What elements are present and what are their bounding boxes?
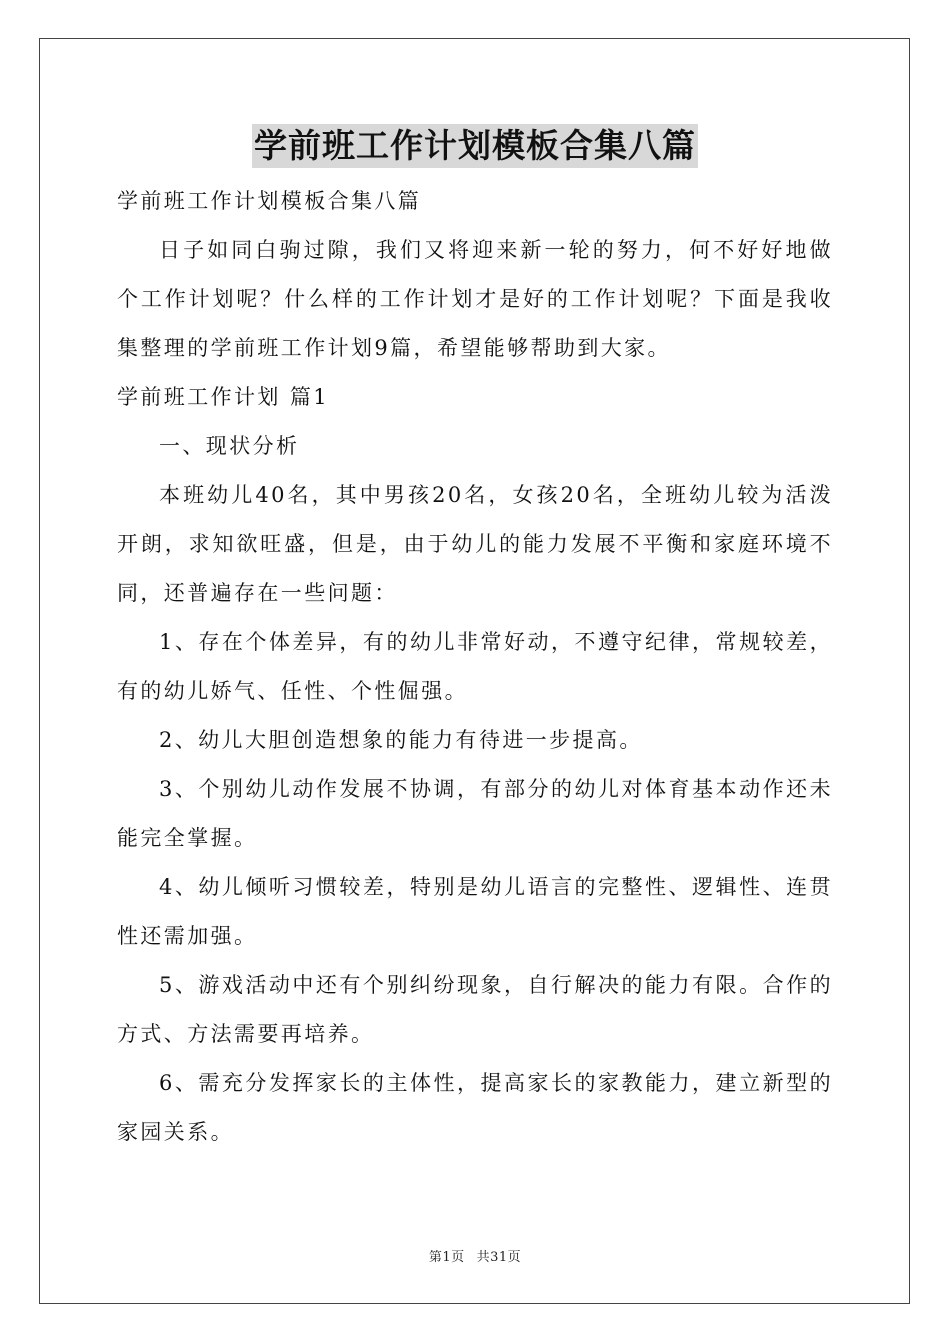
paragraph: 3、个别幼儿动作发展不协调，有部分的幼儿对体育基本动作还未能完全掌握。: [117, 777, 833, 850]
paragraph: 4、幼儿倾听习惯较差，特别是幼儿语言的完整性、逻辑性、连贯性还需加强。: [117, 875, 833, 948]
paragraph: 2、幼儿大胆创造想象的能力有待进一步提高。: [159, 728, 643, 752]
paragraph: 一、现状分析: [159, 434, 300, 458]
paragraph: 本班幼儿40名，其中男孩20名，女孩20名，全班幼儿较为活泼开朗，求知欲旺盛，但是，由于幼儿的能力发展不平衡和家庭环境不同，还普遍存在一些问题：: [117, 483, 833, 605]
page-total: 共31页: [476, 1250, 522, 1265]
document-title: 学前班工作计划模板合集八篇: [252, 124, 698, 168]
paragraph: 6、需充分发挥家长的主体性，提高家长的家教能力，建立新型的家园关系。: [117, 1071, 833, 1144]
paragraph: 5、游戏活动中还有个别纠纷现象，自行解决的能力有限。合作的方式、方法需要再培养。: [117, 973, 833, 1046]
document-body: [117, 177, 833, 1157]
paragraph: 日子如同白驹过隙，我们又将迎来新一轮的努力，何不好好地做个工作计划呢？什么样的工作计划才是好的工作计划呢？下面是我收集整理的学前班工作计划9篇，希望能够帮助到大家。: [117, 238, 833, 360]
paragraph: 学前班工作计划模板合集八篇: [117, 189, 422, 213]
page-footer: [0, 1246, 950, 1265]
paragraph: 学前班工作计划 篇1: [117, 385, 330, 409]
paragraph: 1、存在个体差异，有的幼儿非常好动，不遵守纪律，常规较差，有的幼儿娇气、任性、个性倔强。: [117, 630, 833, 703]
title-container: [0, 124, 950, 168]
page-number: 第1页: [428, 1250, 465, 1265]
